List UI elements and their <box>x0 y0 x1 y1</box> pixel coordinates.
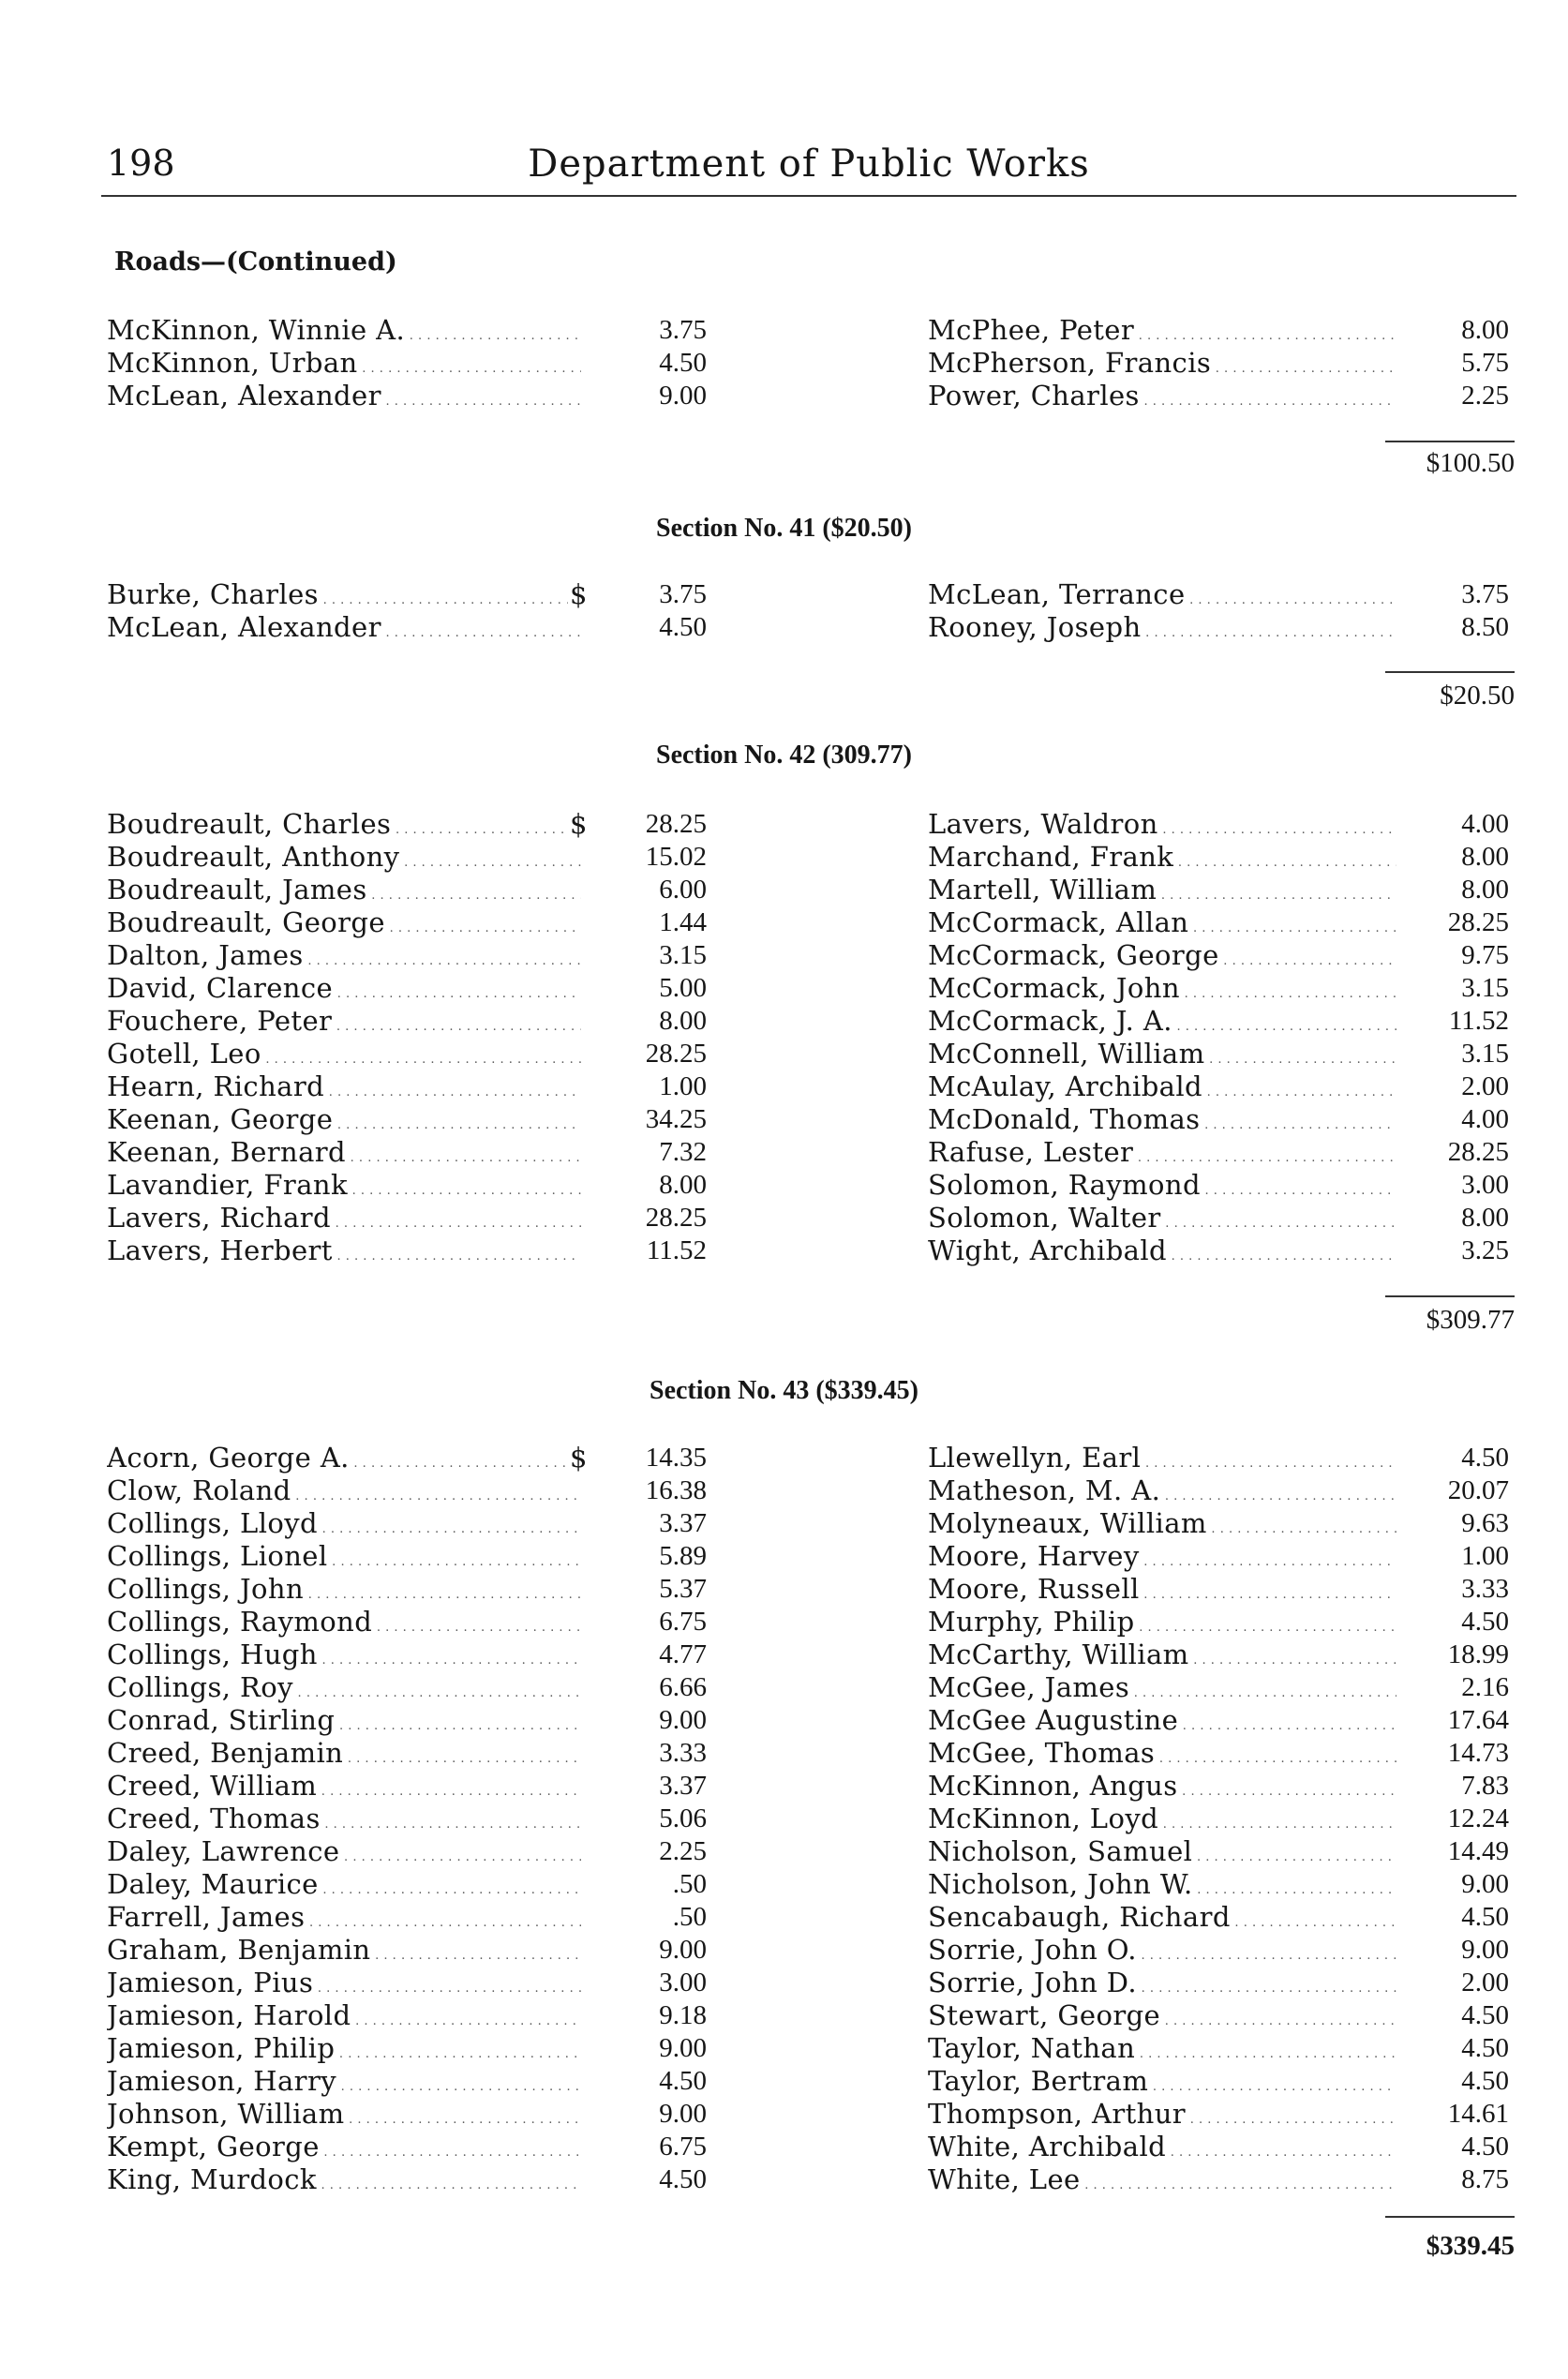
payment-amount: 6.75 <box>659 2132 707 2162</box>
list-item <box>107 1202 707 1234</box>
page-number: 198 <box>107 142 175 184</box>
payment-amount: 9.00 <box>1461 1869 1509 1899</box>
list-item <box>928 1934 1518 1967</box>
payment-amount: 4.50 <box>1461 1607 1509 1637</box>
list-item <box>107 2032 707 2065</box>
list-item <box>928 1474 1518 1507</box>
list-item <box>928 2032 1518 2065</box>
continued-total: $100.50 <box>1426 448 1515 478</box>
payment-amount: 4.50 <box>659 2164 707 2194</box>
payment-amount: 34.25 <box>645 1104 707 1134</box>
list-item <box>928 2098 1518 2131</box>
list-item <box>928 380 1518 412</box>
list-item <box>107 2131 707 2163</box>
payment-amount: 4.50 <box>1461 1902 1509 1932</box>
payee-name: Hearn, Richard . . . <box>107 1070 581 1109</box>
payee-name: Boudreault, Anthony . . . <box>107 841 581 879</box>
list-item <box>928 1507 1518 1540</box>
list-item <box>928 1442 1518 1474</box>
payee-name: Thompson, Arthur . . . <box>928 2098 1396 2136</box>
list-item <box>928 1540 1518 1573</box>
payment-amount: 4.50 <box>1461 2132 1509 2162</box>
payment-amount: 11.52 <box>1448 1006 1509 1036</box>
payment-amount: 4.50 <box>659 612 707 642</box>
payee-name: McAulay, Archibald . . . <box>928 1070 1396 1109</box>
section-42-heading: Section No. 42 (309.77) <box>656 741 912 770</box>
payment-amount: 9.00 <box>659 1935 707 1965</box>
payment-amount: 3.37 <box>659 1771 707 1801</box>
payee-name: Taylor, Nathan . . . <box>928 2032 1396 2071</box>
payment-amount: 4.50 <box>1461 1443 1509 1473</box>
list-item <box>928 1737 1518 1770</box>
list-item <box>107 1606 707 1638</box>
list-item <box>107 1967 707 1999</box>
payment-amount: 9.00 <box>659 2099 707 2129</box>
payment-amount: 3.00 <box>1461 1170 1509 1200</box>
list-item <box>107 1770 707 1803</box>
payment-amount: 2.25 <box>659 1836 707 1866</box>
section-43-heading: Section No. 43 ($339.45) <box>650 1376 918 1405</box>
list-item <box>928 1234 1518 1267</box>
payee-name: McCormack, George . . . <box>928 939 1396 978</box>
list-item <box>107 1999 707 2032</box>
list-item <box>107 972 707 1005</box>
list-item <box>928 1967 1518 1999</box>
payment-amount: 28.25 <box>645 809 707 839</box>
payee-name: McCarthy, William . . . <box>928 1638 1396 1677</box>
payee-name: Wight, Archibald . . . <box>928 1234 1396 1273</box>
payee-name: Matheson, M. A. . . . <box>928 1474 1396 1513</box>
list-item <box>928 1835 1518 1868</box>
list-item <box>928 347 1518 380</box>
payee-name: Rafuse, Lester . . . <box>928 1136 1396 1175</box>
payment-amount: 9.63 <box>1461 1508 1509 1538</box>
list-item <box>928 1169 1518 1202</box>
dollar-sign: $ <box>570 1442 588 1474</box>
payment-amount: 28.25 <box>645 1203 707 1233</box>
list-item <box>107 380 707 412</box>
payee-name: Boudreault, George . . . <box>107 906 581 945</box>
payee-name: McLean, Alexander . . . <box>107 611 581 650</box>
payment-amount: 14.35 <box>645 1443 707 1473</box>
payee-name: McLean, Alexander . . . <box>107 380 581 418</box>
section-42-left-column <box>107 808 707 1267</box>
payee-name: Collings, Hugh . . . <box>107 1638 581 1677</box>
list-item <box>928 1136 1518 1169</box>
list-item <box>107 347 707 380</box>
payment-amount: 6.00 <box>659 875 707 905</box>
payee-name: Gotell, Leo . . . <box>107 1038 581 1076</box>
list-item <box>107 1901 707 1934</box>
payee-name: McKinnon, Angus . . . <box>928 1770 1396 1808</box>
payee-name: Moore, Harvey . . . <box>928 1540 1396 1579</box>
payee-name: McKinnon, Winnie A. . . . <box>107 314 581 352</box>
payment-amount: 17.64 <box>1447 1705 1509 1735</box>
payee-name: Martell, William . . . <box>928 874 1396 912</box>
payee-name: Fouchere, Peter . . . <box>107 1005 581 1043</box>
payee-name: Johnson, William . . . <box>107 2098 581 2136</box>
dollar-sign: $ <box>570 578 588 610</box>
list-item <box>107 874 707 906</box>
payee-name: McDonald, Thomas . . . <box>928 1103 1396 1142</box>
list-item <box>928 874 1518 906</box>
payment-amount: 14.61 <box>1447 2099 1509 2129</box>
list-item <box>107 1234 707 1267</box>
section-41-left-column <box>107 578 707 644</box>
list-item <box>928 939 1518 972</box>
payee-name: Collings, Lloyd . . . <box>107 1507 581 1546</box>
section-43-left-column <box>107 1442 707 2196</box>
payment-amount: 4.50 <box>659 2066 707 2096</box>
payment-amount: 11.52 <box>646 1235 707 1265</box>
list-item <box>107 1070 707 1103</box>
list-item <box>107 939 707 972</box>
payee-name: Farrell, James . . . <box>107 1901 581 1939</box>
list-item <box>107 1540 707 1573</box>
payee-name: McCormack, John . . . <box>928 972 1396 1010</box>
payment-amount: 9.00 <box>659 1705 707 1735</box>
payee-name: Collings, Roy . . . <box>107 1671 581 1710</box>
payment-amount: 6.66 <box>659 1672 707 1702</box>
payment-amount: 15.02 <box>645 842 707 872</box>
total-rule <box>1385 2216 1515 2218</box>
payee-name: Sorrie, John D. . . . <box>928 1967 1396 2005</box>
payment-amount: 14.49 <box>1447 1836 1509 1866</box>
payment-amount: 6.75 <box>659 1607 707 1637</box>
payee-name: Sencabaugh, Richard . . . <box>928 1901 1396 1939</box>
list-item <box>928 1005 1518 1038</box>
list-item <box>107 1737 707 1770</box>
list-item <box>107 578 707 611</box>
payment-amount: 8.00 <box>1461 1203 1509 1233</box>
payee-name: Graham, Benjamin . . . <box>107 1934 581 1972</box>
payee-name: McGee, James . . . <box>928 1671 1396 1710</box>
list-item <box>928 1999 1518 2032</box>
section-41-right-column <box>928 578 1518 644</box>
list-item <box>107 1474 707 1507</box>
payment-amount: 8.50 <box>1461 612 1509 642</box>
payee-name: Boudreault, Charles . . . <box>107 808 581 846</box>
payee-name: Acorn, George A. . . . <box>107 1442 581 1480</box>
payee-name: Solomon, Raymond . . . <box>928 1169 1396 1207</box>
payee-name: Molyneaux, William . . . <box>928 1507 1396 1546</box>
payment-amount: 16.38 <box>645 1475 707 1505</box>
list-item <box>107 1835 707 1868</box>
payee-name: Solomon, Walter . . . <box>928 1202 1396 1240</box>
payment-amount: 4.77 <box>659 1639 707 1669</box>
payee-name: Kempt, George . . . <box>107 2131 581 2169</box>
payment-amount: 12.24 <box>1447 1803 1509 1833</box>
payment-amount: 7.83 <box>1461 1771 1509 1801</box>
list-item <box>928 1070 1518 1103</box>
payment-amount: 8.00 <box>659 1170 707 1200</box>
page-header <box>101 139 1516 197</box>
payment-amount: 5.89 <box>659 1541 707 1571</box>
section-42-right-column <box>928 808 1518 1267</box>
payee-name: Rooney, Joseph . . . <box>928 611 1396 650</box>
payee-name: Lavers, Richard . . . <box>107 1202 581 1240</box>
payee-name: Keenan, Bernard . . . <box>107 1136 581 1175</box>
list-item <box>928 1638 1518 1671</box>
list-item <box>928 314 1518 347</box>
list-item <box>107 1442 707 1474</box>
list-item <box>928 1868 1518 1901</box>
continued-right-column <box>928 314 1518 412</box>
list-item <box>107 1005 707 1038</box>
payment-amount: 3.75 <box>659 315 707 345</box>
list-item <box>928 972 1518 1005</box>
payment-amount: 3.15 <box>1461 973 1509 1003</box>
list-item <box>928 841 1518 874</box>
payee-name: Collings, John . . . <box>107 1573 581 1611</box>
payee-name: McLean, Terrance . . . <box>928 578 1396 617</box>
payee-name: Jamieson, Philip . . . <box>107 2032 581 2071</box>
list-item <box>928 611 1518 644</box>
list-item <box>107 2065 707 2098</box>
payee-name: McGee Augustine . . . <box>928 1704 1396 1743</box>
payment-amount: 2.16 <box>1461 1672 1509 1702</box>
payee-name: Lavers, Waldron . . . <box>928 808 1396 846</box>
total-rule <box>1385 1295 1515 1297</box>
payment-amount: 3.75 <box>659 579 707 609</box>
payee-name: McCormack, Allan . . . <box>928 906 1396 945</box>
payment-amount: 5.75 <box>1461 348 1509 378</box>
total-rule <box>1385 671 1515 673</box>
payment-amount: 5.37 <box>659 1574 707 1604</box>
list-item <box>928 1671 1518 1704</box>
payment-amount: 2.25 <box>1461 381 1509 411</box>
payment-amount: 4.50 <box>1461 2033 1509 2063</box>
payment-amount: 7.32 <box>659 1137 707 1167</box>
payment-amount: 8.00 <box>1461 315 1509 345</box>
list-item <box>928 1901 1518 1934</box>
payment-amount: 28.25 <box>1447 907 1509 937</box>
continued-heading: Roads—(Continued) <box>114 247 397 277</box>
payee-name: Nicholson, John W. . . . <box>928 1868 1396 1907</box>
continued-left-column <box>107 314 707 412</box>
payment-amount: 3.75 <box>1461 579 1509 609</box>
payment-amount: 8.00 <box>1461 842 1509 872</box>
payment-amount: 8.75 <box>1461 2164 1509 2194</box>
payee-name: Murphy, Philip . . . <box>928 1606 1396 1644</box>
payee-name: Llewellyn, Earl . . . <box>928 1442 1396 1480</box>
payee-name: Daley, Maurice . . . <box>107 1868 581 1907</box>
list-item <box>928 2131 1518 2163</box>
payee-name: McConnell, William . . . <box>928 1038 1396 1076</box>
payee-name: Jamieson, Pius . . . <box>107 1967 581 2005</box>
payee-name: Creed, Thomas . . . <box>107 1803 581 1841</box>
section-41-total: $20.50 <box>1440 681 1515 711</box>
list-item <box>928 808 1518 841</box>
list-item <box>107 1704 707 1737</box>
page-title: Department of Public Works <box>528 142 1090 186</box>
payment-amount: 9.00 <box>1461 1935 1509 1965</box>
list-item <box>107 1507 707 1540</box>
dollar-sign: $ <box>570 808 588 840</box>
list-item <box>928 578 1518 611</box>
payment-amount: 2.00 <box>1461 1071 1509 1101</box>
payment-amount: 4.00 <box>1461 1104 1509 1134</box>
list-item <box>928 1103 1518 1136</box>
list-item <box>107 2098 707 2131</box>
list-item <box>928 2065 1518 2098</box>
payee-name: McPherson, Francis . . . <box>928 347 1396 385</box>
payment-amount: 20.07 <box>1447 1475 1509 1505</box>
payee-name: McPhee, Peter . . . <box>928 314 1396 352</box>
list-item <box>107 611 707 644</box>
payee-name: Burke, Charles . . . <box>107 578 581 617</box>
list-item <box>107 808 707 841</box>
list-item <box>928 2163 1518 2196</box>
payee-name: McKinnon, Urban . . . <box>107 347 581 385</box>
list-item <box>928 1573 1518 1606</box>
payee-name: White, Lee . . . <box>928 2163 1396 2202</box>
payee-name: King, Murdock . . . <box>107 2163 581 2202</box>
payee-name: McCormack, J. A. . . . <box>928 1005 1396 1043</box>
payee-name: McGee, Thomas . . . <box>928 1737 1396 1775</box>
list-item <box>107 1136 707 1169</box>
payment-amount: 28.25 <box>1447 1137 1509 1167</box>
payment-amount: 3.15 <box>1461 1039 1509 1069</box>
payment-amount: 3.33 <box>1461 1574 1509 1604</box>
list-item <box>107 1573 707 1606</box>
payment-amount: 4.50 <box>659 348 707 378</box>
list-item <box>107 1169 707 1202</box>
payee-name: Collings, Lionel . . . <box>107 1540 581 1579</box>
payment-amount: 3.37 <box>659 1508 707 1538</box>
payment-amount: 4.50 <box>1461 2066 1509 2096</box>
payee-name: Stewart, George . . . <box>928 1999 1396 2038</box>
payment-amount: 4.00 <box>1461 809 1509 839</box>
list-item <box>107 1868 707 1901</box>
payment-amount: 3.25 <box>1461 1235 1509 1265</box>
payment-amount: 3.33 <box>659 1738 707 1768</box>
payee-name: Lavers, Herbert . . . <box>107 1234 581 1273</box>
list-item <box>107 1934 707 1967</box>
payee-name: Jamieson, Harold . . . <box>107 1999 581 2038</box>
payment-amount: 8.00 <box>659 1006 707 1036</box>
payment-amount: 4.50 <box>1461 2000 1509 2030</box>
list-item <box>928 1803 1518 1835</box>
payee-name: Jamieson, Harry . . . <box>107 2065 581 2103</box>
payment-amount: 18.99 <box>1447 1639 1509 1669</box>
payment-amount: 9.00 <box>659 381 707 411</box>
list-item <box>928 906 1518 939</box>
total-rule <box>1385 441 1515 442</box>
list-item <box>928 1606 1518 1638</box>
payee-name: Lavandier, Frank . . . <box>107 1169 581 1207</box>
payment-amount: 9.18 <box>659 2000 707 2030</box>
list-item <box>928 1038 1518 1070</box>
payee-name: Boudreault, James . . . <box>107 874 581 912</box>
list-item <box>107 1638 707 1671</box>
list-item <box>107 1038 707 1070</box>
payee-name: Creed, William . . . <box>107 1770 581 1808</box>
payment-amount: .50 <box>672 1869 707 1899</box>
payment-amount: 5.06 <box>659 1803 707 1833</box>
payee-name: Moore, Russell . . . <box>928 1573 1396 1611</box>
list-item <box>107 1803 707 1835</box>
payment-amount: 1.00 <box>659 1071 707 1101</box>
list-item <box>107 906 707 939</box>
list-item <box>928 1770 1518 1803</box>
payment-amount: 3.15 <box>659 940 707 970</box>
payment-amount: .50 <box>672 1902 707 1932</box>
payment-amount: 28.25 <box>645 1039 707 1069</box>
section-43-total: $339.45 <box>1426 2231 1515 2261</box>
payee-name: White, Archibald . . . <box>928 2131 1396 2169</box>
payee-name: David, Clarence . . . <box>107 972 581 1010</box>
payment-amount: 5.00 <box>659 973 707 1003</box>
payee-name: Conrad, Stirling . . . <box>107 1704 581 1743</box>
payment-amount: 9.75 <box>1461 940 1509 970</box>
payee-name: Clow, Roland . . . <box>107 1474 581 1513</box>
list-item <box>107 1671 707 1704</box>
list-item <box>107 841 707 874</box>
list-item <box>107 314 707 347</box>
payment-amount: 2.00 <box>1461 1968 1509 1997</box>
payment-amount: 1.00 <box>1461 1541 1509 1571</box>
payee-name: Keenan, George . . . <box>107 1103 581 1142</box>
payment-amount: 1.44 <box>659 907 707 937</box>
payee-name: Taylor, Bertram . . . <box>928 2065 1396 2103</box>
section-41-heading: Section No. 41 ($20.50) <box>656 514 912 543</box>
payment-amount: 9.00 <box>659 2033 707 2063</box>
payee-name: Dalton, James . . . <box>107 939 581 978</box>
payee-name: Marchand, Frank . . . <box>928 841 1396 879</box>
payee-name: Collings, Raymond . . . <box>107 1606 581 1644</box>
payee-name: Sorrie, John O. . . . <box>928 1934 1396 1972</box>
list-item <box>928 1704 1518 1737</box>
payment-amount: 3.00 <box>659 1968 707 1997</box>
payee-name: Power, Charles . . . <box>928 380 1396 418</box>
list-item <box>107 2163 707 2196</box>
section-43-right-column <box>928 1442 1518 2196</box>
payee-name: Daley, Lawrence . . . <box>107 1835 581 1874</box>
list-item <box>107 1103 707 1136</box>
payment-amount: 14.73 <box>1447 1738 1509 1768</box>
payee-name: McKinnon, Loyd . . . <box>928 1803 1396 1841</box>
payee-name: Creed, Benjamin . . . <box>107 1737 581 1775</box>
payee-name: Nicholson, Samuel . . . <box>928 1835 1396 1874</box>
section-42-total: $309.77 <box>1426 1305 1515 1335</box>
list-item <box>928 1202 1518 1234</box>
payment-amount: 8.00 <box>1461 875 1509 905</box>
